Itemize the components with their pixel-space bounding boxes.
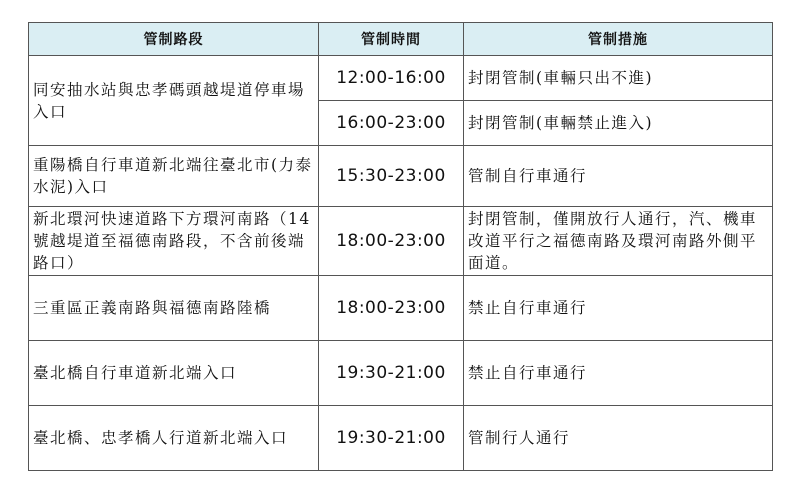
section-cell: 三重區正義南路與福德南路陸橋	[29, 276, 319, 341]
measure-cell: 封閉管制，僅開放行人通行，汽、機車改道平行之福德南路及環河南路外側平面道。	[464, 207, 773, 276]
time-cell: 15:30-23:00	[319, 146, 464, 207]
time-cell: 18:00-23:00	[319, 207, 464, 276]
table-row	[29, 207, 773, 276]
measure-cell: 封閉管制(車輛只出不進)	[464, 56, 773, 101]
measure-cell: 封閉管制(車輛禁止進入)	[464, 101, 773, 146]
section-cell: 新北環河快速道路下方環河南路（14號越堤道至福德南路段，不含前後端路口）	[29, 207, 319, 276]
section-cell: 同安抽水站與忠孝碼頭越堤道停車場入口	[29, 56, 319, 146]
measure-cell: 管制自行車通行	[464, 146, 773, 207]
table-row	[29, 56, 773, 101]
header-time: 管制時間	[319, 23, 464, 56]
measure-cell: 禁止自行車通行	[464, 276, 773, 341]
table-row	[29, 276, 773, 341]
section-cell: 重陽橋自行車道新北端往臺北市(力泰水泥)入口	[29, 146, 319, 207]
time-cell: 12:00-16:00	[319, 56, 464, 101]
table-header-row	[29, 23, 773, 56]
measure-cell: 管制行人通行	[464, 406, 773, 471]
table-row	[29, 341, 773, 406]
time-cell: 19:30-21:00	[319, 406, 464, 471]
header-measure: 管制措施	[464, 23, 773, 56]
measure-cell: 禁止自行車通行	[464, 341, 773, 406]
section-cell: 臺北橋、忠孝橋人行道新北端入口	[29, 406, 319, 471]
time-cell: 18:00-23:00	[319, 276, 464, 341]
time-cell: 19:30-21:00	[319, 341, 464, 406]
traffic-control-table	[28, 22, 773, 471]
table-row	[29, 146, 773, 207]
time-cell: 16:00-23:00	[319, 101, 464, 146]
section-cell: 臺北橋自行車道新北端入口	[29, 341, 319, 406]
table-row	[29, 406, 773, 471]
header-section: 管制路段	[29, 23, 319, 56]
